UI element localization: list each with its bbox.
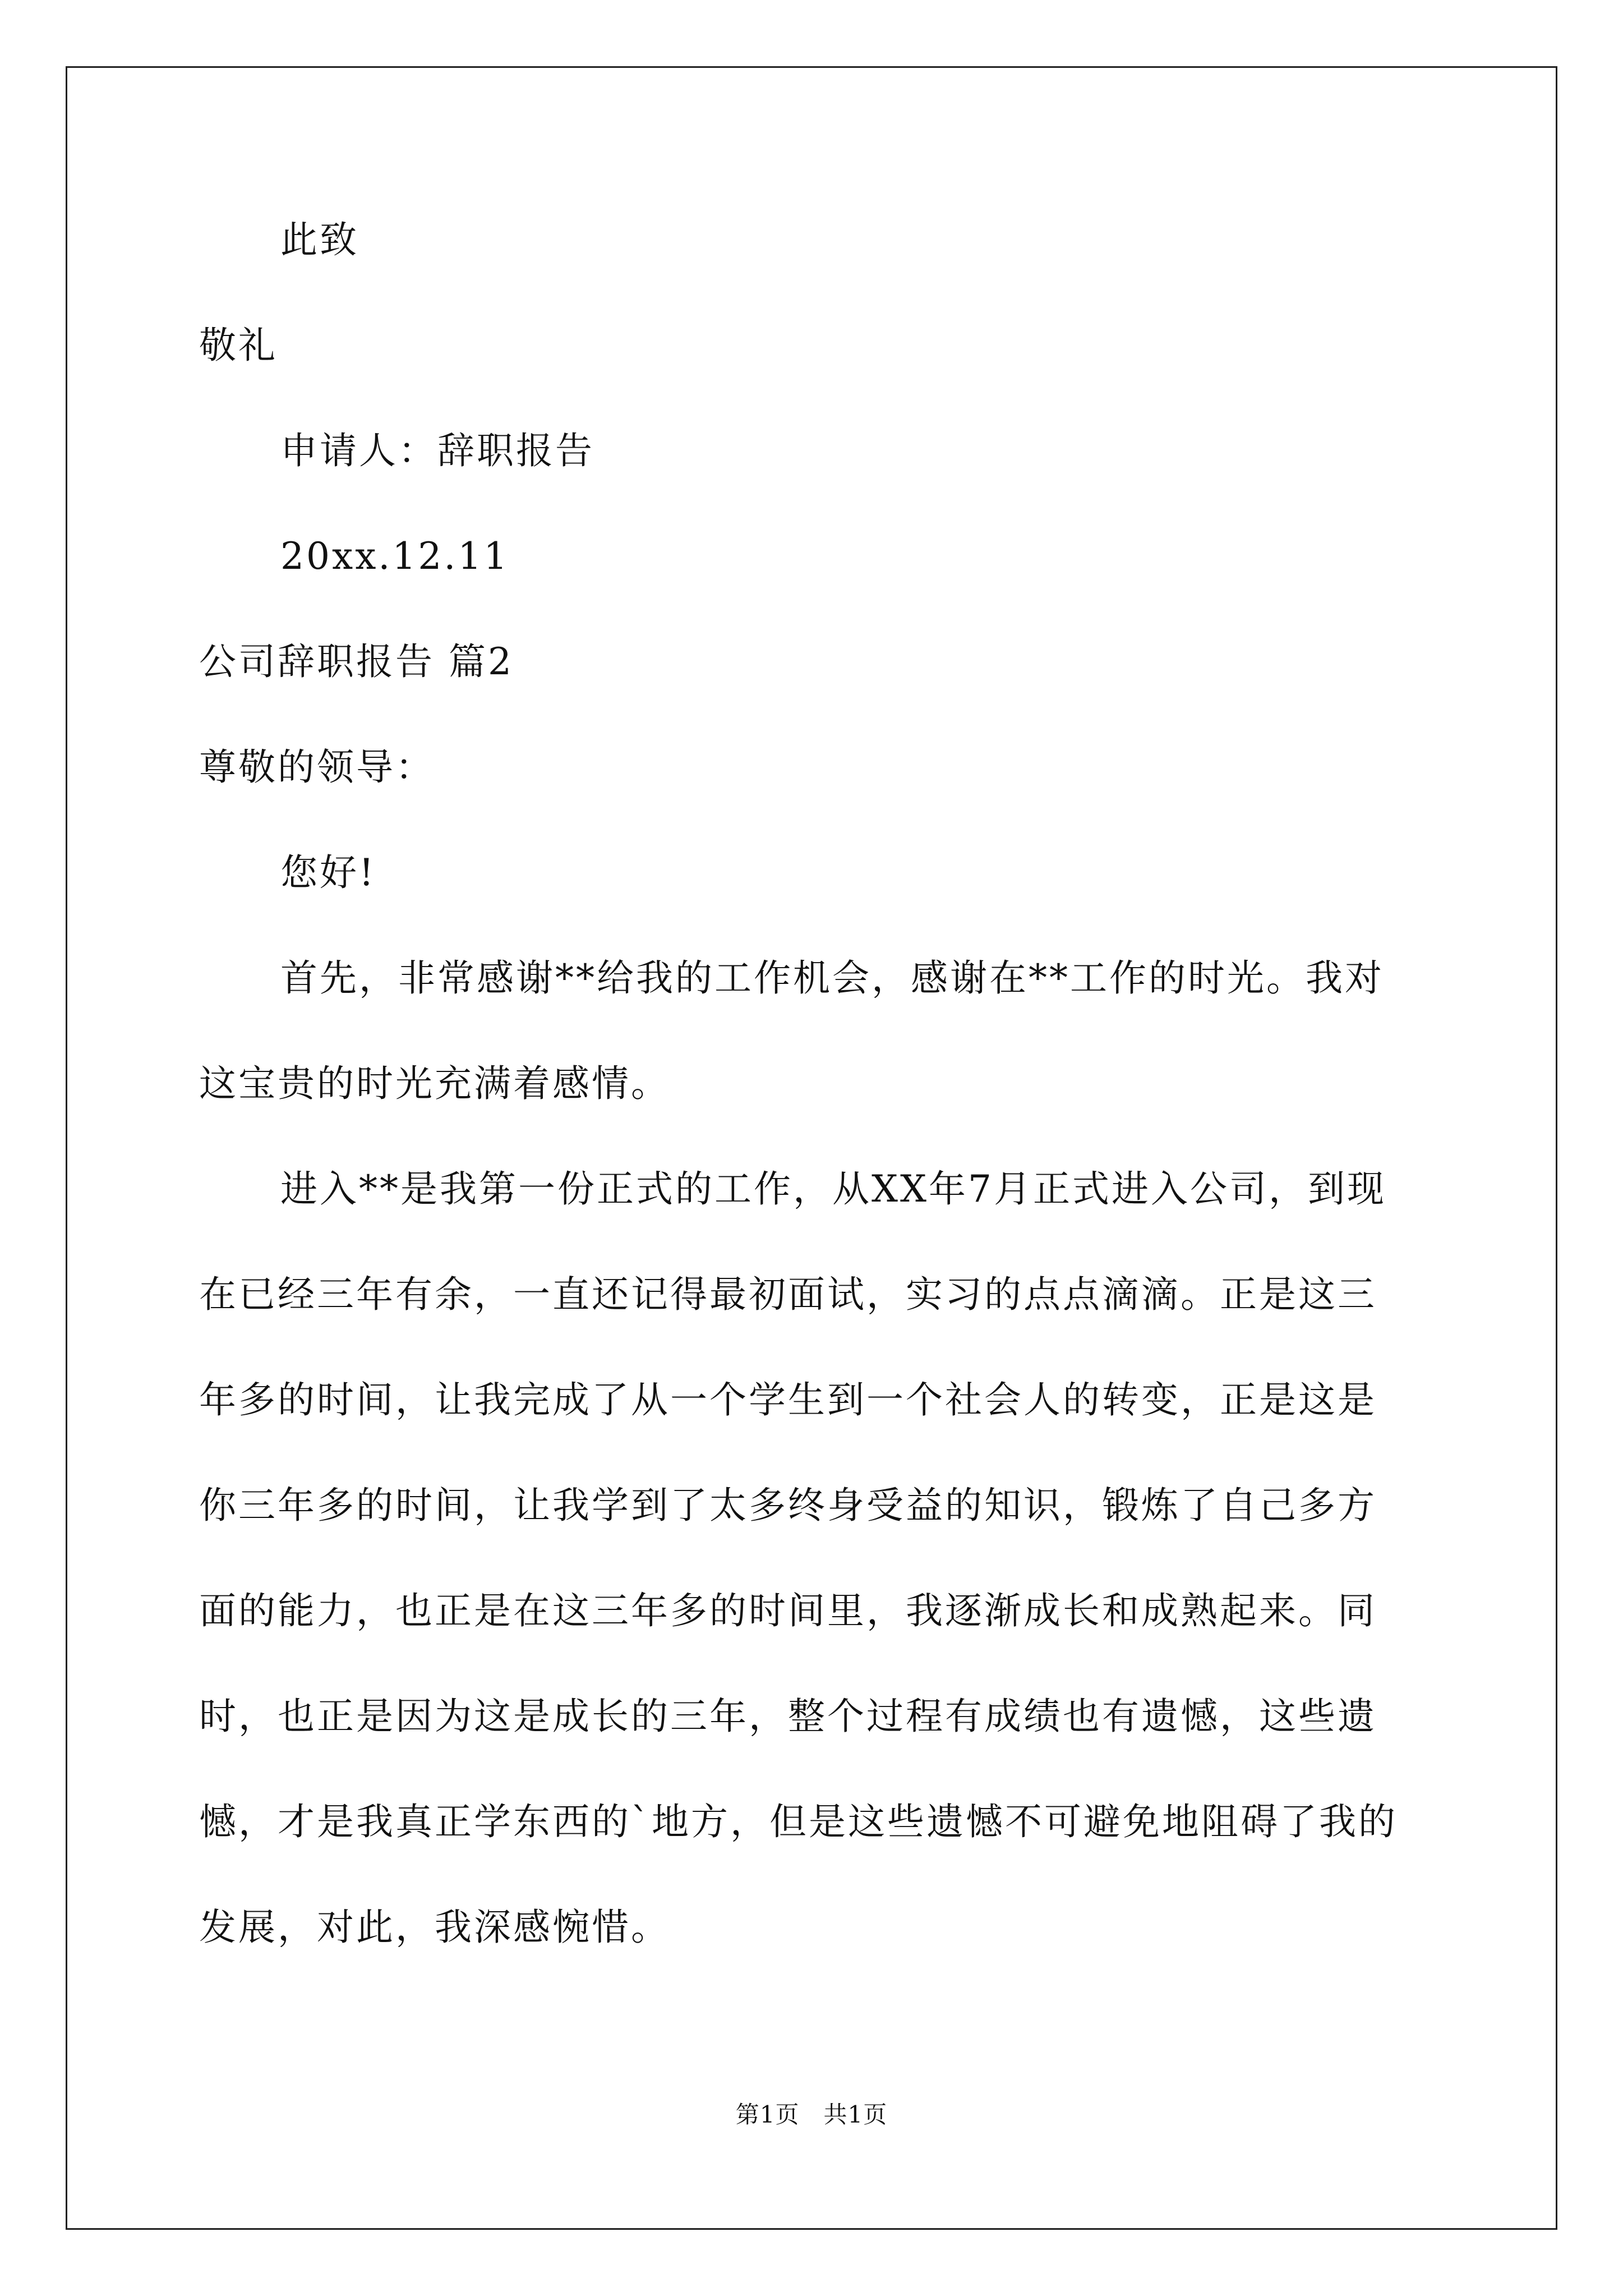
section-title: 公司辞职报告 篇2 — [199, 640, 514, 683]
greeting-hello: 您好! — [280, 851, 376, 894]
paragraph-line: 面的能力，也正是在这三年多的时间里，我逐渐成长和成熟起来。同 — [199, 1589, 1377, 1632]
paragraph-line: 这宝贵的时光充满着感情。 — [199, 1062, 670, 1105]
page-number: 第1页 共1页 — [735, 2101, 888, 2128]
greeting-recipient: 尊敬的领导： — [199, 746, 435, 789]
paragraph-line: 在已经三年有余，一直还记得最初面试，实习的点点滴滴。正是这三 — [199, 1273, 1377, 1316]
paragraph-line: 时，也正是因为这是成长的三年，整个过程有成绩也有遗憾，这些遗 — [199, 1695, 1377, 1738]
paragraph-line: 你三年多的时间，让我学到了太多终身受益的知识，锻炼了自己多方 — [199, 1484, 1377, 1527]
paragraph-line: 憾，才是我真正学东西的`地方，但是这些遗憾不可避免地阻碍了我的 — [199, 1800, 1398, 1843]
closing-regards: 敬礼 — [199, 324, 278, 367]
closing-salutation: 此致 — [280, 218, 359, 261]
paragraph-line: 首先，非常感谢**给我的工作机会，感谢在**工作的时光。我对 — [280, 956, 1384, 1000]
paragraph-line: 进入**是我第一份正式的工作，从XX年7月正式进入公司，到现 — [280, 1167, 1386, 1211]
applicant-line: 申请人：辞职报告 — [280, 429, 594, 472]
date-line: 20xx.12.11 — [280, 535, 510, 578]
paragraph-line: 发展，对此，我深感惋惜。 — [199, 1906, 670, 1949]
paragraph-line: 年多的时间，让我完成了从一个学生到一个社会人的转变，正是这是 — [199, 1378, 1377, 1421]
